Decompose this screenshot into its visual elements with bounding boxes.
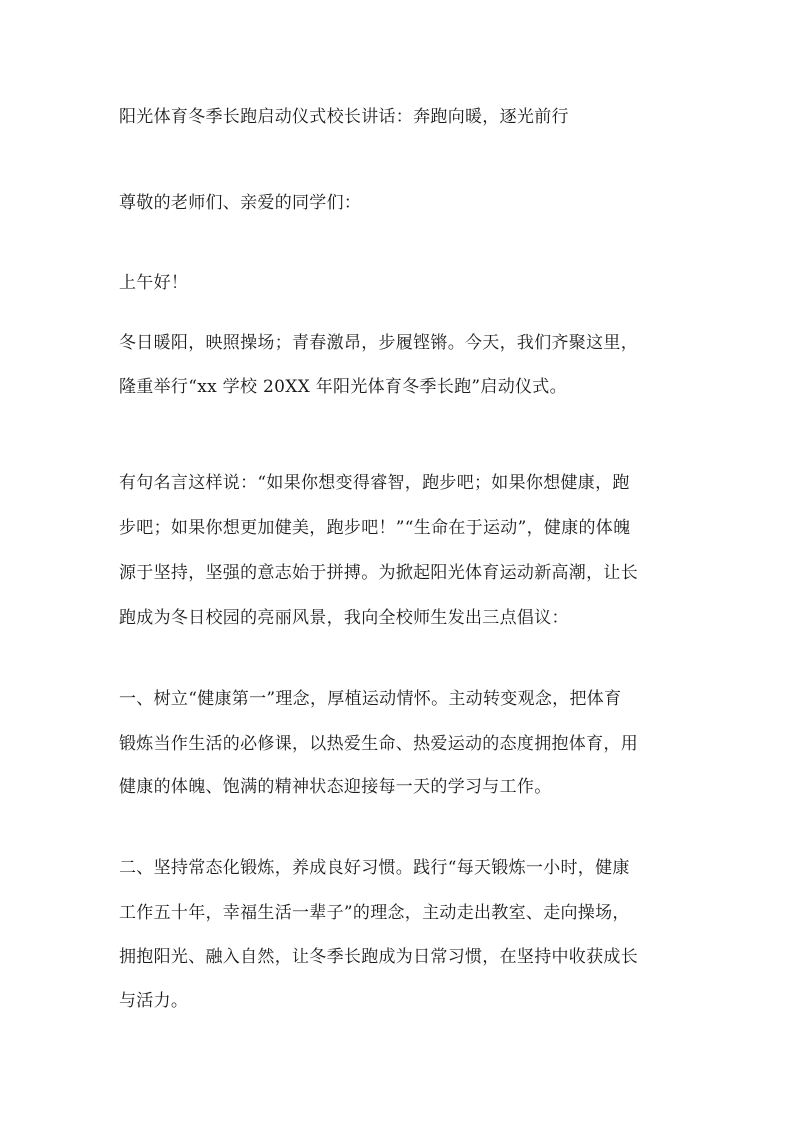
paragraph-line: 健康的体魄、饱满的精神状态迎接每一天的学习与工作。 xyxy=(119,777,552,797)
paragraph-line: 一、树立“健康第一”理念，厚植运动情怀。主动转变观念，把体育 xyxy=(119,689,622,709)
paragraph-line: 跑成为冬日校园的亮丽风景，我向全校师生发出三点倡议： xyxy=(119,608,569,628)
paragraph-line: 步吧；如果你想更加健美，跑步吧！”“生命在于运动”，健康的体魄 xyxy=(119,518,631,538)
paragraph-line: 源于坚持，坚强的意志始于拼搏。为掀起阳光体育运动新高潮，让长 xyxy=(119,563,638,583)
paragraph-line: 拥抱阳光、融入自然，让冬季长跑成为日常习惯，在坚持中收获成长 xyxy=(119,947,638,967)
paragraph-line: 与活力。 xyxy=(119,991,189,1011)
document-title: 阳光体育冬季长跑启动仪式校长讲话：奔跑向暖，逐光前行 xyxy=(119,107,569,127)
greeting: 上午好！ xyxy=(119,273,189,293)
salutation: 尊敬的老师们、亲爱的同学们： xyxy=(119,193,362,213)
paragraph-line: 冬日暖阳，映照操场；青春激昂，步履铿锵。今天，我们齐聚这里， xyxy=(119,333,638,353)
paragraph-line: 锻炼当作生活的必修课，以热爱生命、热爱运动的态度拥抱体育，用 xyxy=(119,734,638,754)
paragraph-line: 隆重举行“xx 学校 20XX 年阳光体育冬季长跑”启动仪式。 xyxy=(119,377,567,397)
paragraph-line: 有句名言这样说：“如果你想变得睿智，跑步吧；如果你想健康，跑 xyxy=(119,473,630,493)
paragraph-line: 二、坚持常态化锻炼，养成良好习惯。践行“每天锻炼一小时，健康 xyxy=(119,858,630,878)
paragraph-line: 工作五十年，幸福生活一辈子”的理念，主动走出教室、走向操场， xyxy=(119,903,630,923)
